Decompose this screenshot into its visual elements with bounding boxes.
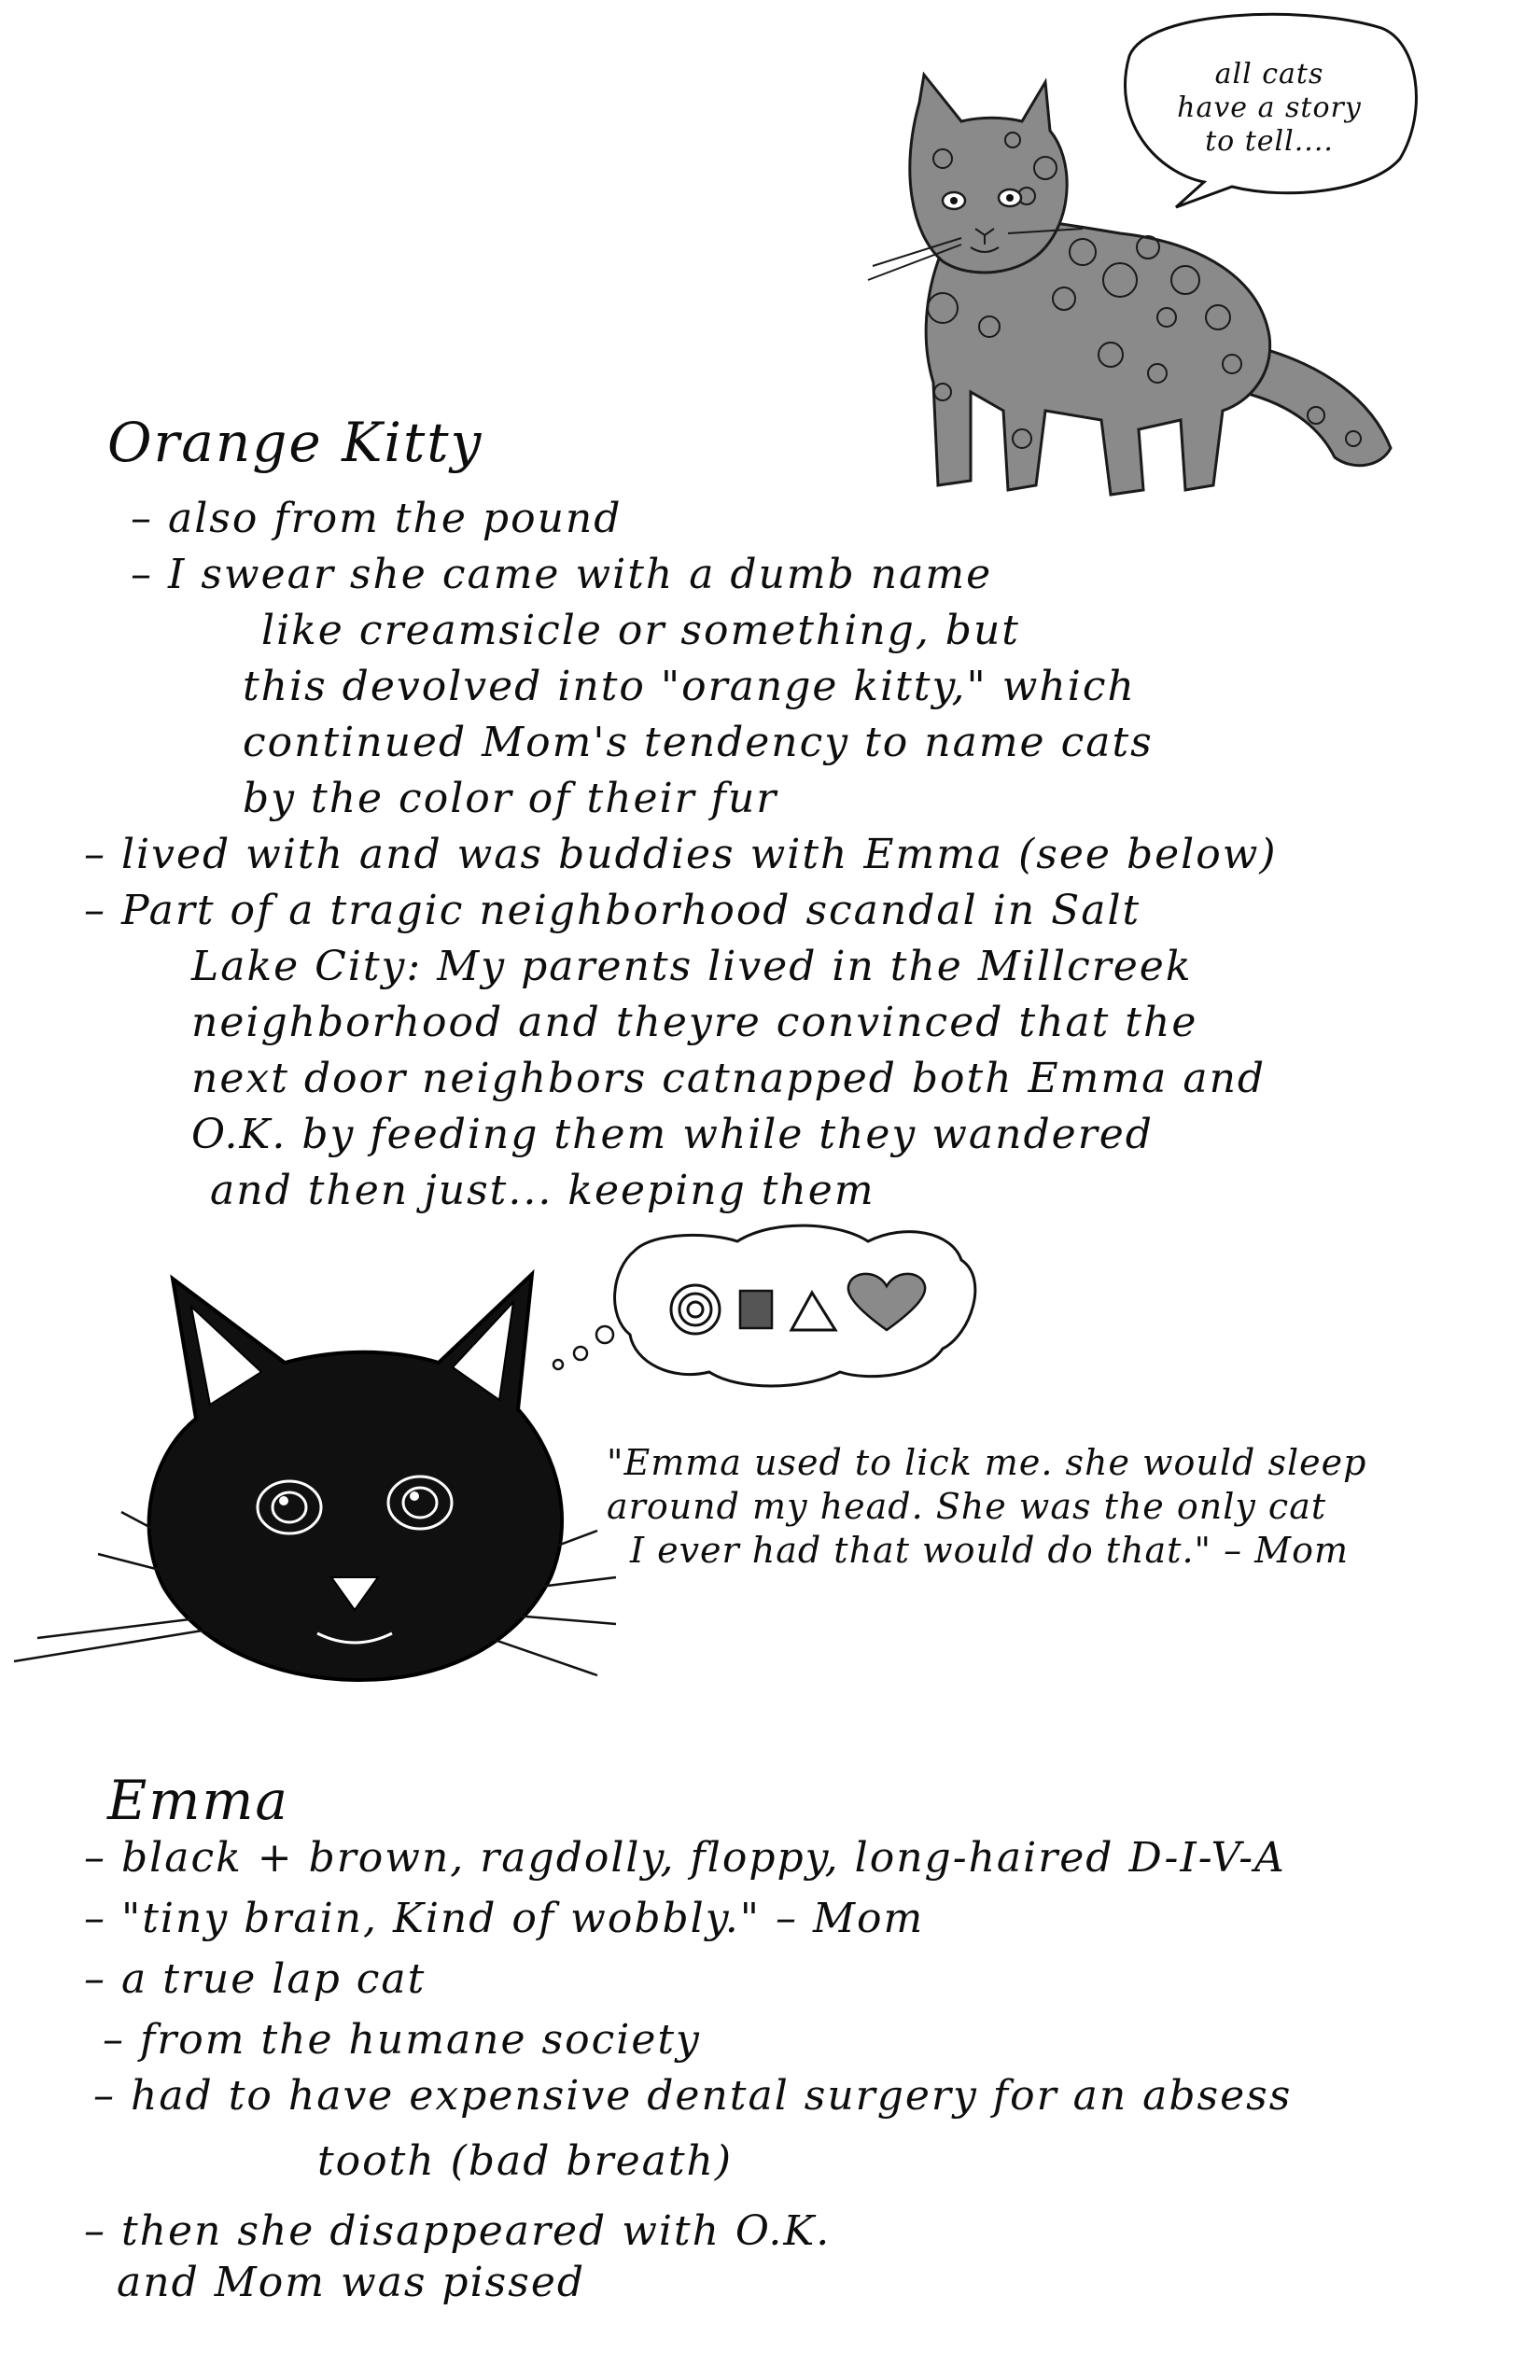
orange-kitty-line: by the color of their fur — [243, 775, 778, 822]
orange-kitty-line: – lived with and was buddies with Emma (see below) — [84, 831, 1278, 878]
emma-line: – a true lap cat — [84, 1955, 427, 2003]
mom-quote-line: I ever had that would do that." – Mom — [630, 1530, 1349, 1571]
emma-title: Emma — [107, 1769, 289, 1832]
speech-line: have a story — [1177, 91, 1362, 124]
emma-line: – had to have expensive dental surgery for an absess — [93, 2072, 1293, 2120]
orange-kitty-title: Orange Kitty — [107, 411, 483, 474]
emma-line: tooth (bad breath) — [317, 2137, 734, 2185]
orange-kitty-line: neighborhood and theyre convinced that the — [191, 999, 1198, 1046]
orange-kitty-line: – Part of a tragic neighborhood scandal in Salt — [84, 887, 1141, 934]
speech-line: to tell.... — [1205, 125, 1334, 158]
orange-kitty-line: – I swear she came with a dumb name — [131, 551, 993, 598]
orange-kitty-line: this devolved into "orange kitty," which — [243, 663, 1136, 710]
emma-line: – "tiny brain, Kind of wobbly." – Mom — [84, 1895, 925, 1942]
mom-quote-line: "Emma used to lick me. she would sleep — [607, 1442, 1367, 1483]
mom-quote-line: around my head. She was the only cat — [607, 1486, 1327, 1527]
orange-kitty-line: next door neighbors catnapped both Emma and — [191, 1055, 1267, 1102]
orange-kitty-line: continued Mom's tendency to name cats — [243, 719, 1154, 766]
orange-kitty-line: Lake City: My parents lived in the Millcreek — [191, 943, 1193, 990]
emma-line: – then she disappeared with O.K. — [84, 2207, 832, 2255]
orange-kitty-line: like creamsicle or something, but — [261, 607, 1020, 654]
emma-line: – from the humane society — [103, 2016, 701, 2064]
emma-line: and Mom was pissed — [117, 2259, 586, 2306]
speech-line: all cats — [1214, 58, 1324, 91]
emma-line: – black + brown, ragdolly, floppy, long-haired D-I-V-A — [84, 1834, 1286, 1882]
orange-kitty-line: and then just... keeping them — [210, 1167, 875, 1214]
orange-kitty-line: O.K. by feeding them while they wandered — [191, 1111, 1154, 1158]
orange-kitty-line: – also from the pound — [131, 495, 623, 542]
